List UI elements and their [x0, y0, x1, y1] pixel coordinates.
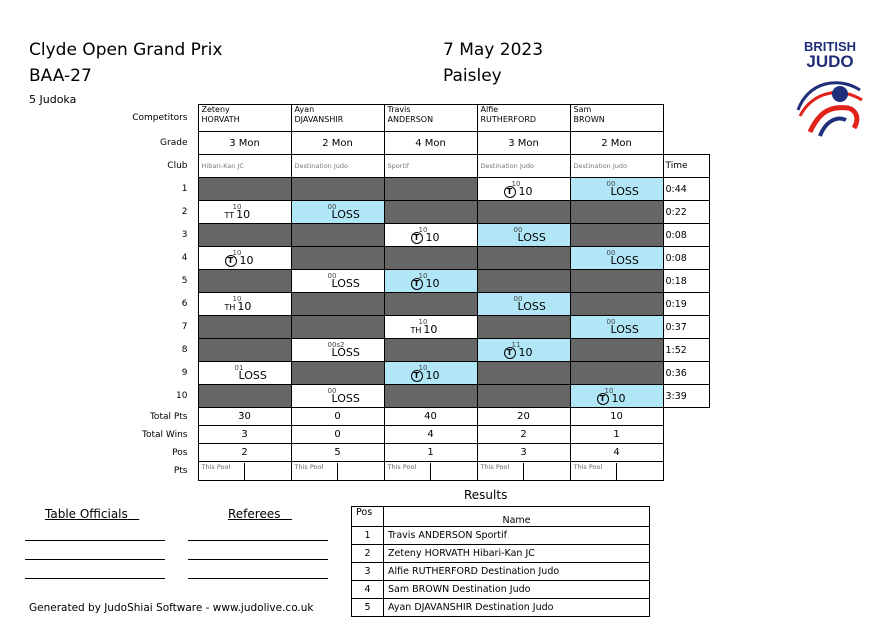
win-result: [225, 254, 254, 267]
total-pts-cell: 0: [291, 408, 384, 426]
score-text: 10: [232, 249, 242, 257]
score-text: 10: [418, 364, 428, 372]
loss-result: [332, 208, 360, 221]
win-result: [411, 369, 440, 382]
event-date: 7 May 2023: [443, 40, 544, 60]
loss-result: [518, 231, 546, 244]
match-cell: [291, 224, 384, 247]
total-wins-cell: 0: [291, 426, 384, 444]
competitor-name: [570, 105, 663, 132]
match-cell: [477, 293, 570, 316]
timer-circle-icon: T: [411, 232, 423, 244]
score-text: 00: [513, 295, 523, 303]
result-name: Sam BROWN Destination Judo: [384, 581, 650, 599]
match-cell: [198, 385, 291, 408]
total-pts-row: [110, 408, 709, 426]
signature-line: [188, 578, 328, 579]
total-wins-label: Total Wins: [142, 429, 188, 440]
result-text: 10: [518, 346, 533, 359]
result-text: 10: [425, 369, 440, 382]
match-cell: [384, 270, 477, 293]
results-table: [351, 506, 650, 617]
score-text: 00: [606, 249, 616, 257]
result-text: LOSS: [331, 208, 360, 221]
timer-circle-icon: T: [411, 278, 423, 290]
position-label: Pos: [172, 447, 188, 458]
match-cell: [477, 316, 570, 339]
match-number: 7: [181, 322, 188, 332]
match-number: 6: [181, 299, 188, 309]
technique-icon: TH: [224, 303, 236, 312]
match-time: 0:19: [663, 293, 709, 316]
score-text: 10: [418, 272, 428, 280]
win-result: [225, 300, 252, 313]
competitor-name: [291, 105, 384, 132]
match-row: [110, 316, 709, 339]
result-text: LOSS: [517, 300, 546, 313]
match-number: 2: [181, 207, 188, 217]
win-result: [411, 323, 438, 336]
grade-cell: 2 Mon: [570, 132, 663, 155]
club-cell: Destination Judo: [477, 155, 570, 178]
match-time: 0:18: [663, 270, 709, 293]
tournament-title: Clyde Open Grand Prix: [29, 40, 223, 60]
loss-result: [332, 277, 360, 290]
score-text: 01: [234, 364, 244, 372]
win-result: [411, 277, 440, 290]
result-text: 10: [423, 323, 438, 336]
timer-circle-icon: T: [504, 186, 516, 198]
result-name: Alfie RUTHERFORD Destination Judo: [384, 563, 650, 581]
signature-line: [188, 559, 328, 560]
win-result: [597, 392, 626, 405]
score-text: 11: [511, 341, 521, 349]
competitor-name: [198, 105, 291, 132]
club-row: [110, 155, 709, 178]
loss-result: [611, 323, 639, 336]
position-cell: 3: [477, 444, 570, 462]
match-time: 1:52: [663, 339, 709, 362]
match-cell: [570, 385, 663, 408]
results-row: [352, 545, 650, 563]
this-pool-label: This Pool: [387, 462, 417, 471]
this-pool-cell: [570, 462, 663, 481]
match-cell: [384, 385, 477, 408]
grade-cell: 2 Mon: [291, 132, 384, 155]
total-wins-row: [110, 426, 709, 444]
timer-circle-icon: T: [411, 370, 423, 382]
total-pts-cell: 20: [477, 408, 570, 426]
match-row: [110, 339, 709, 362]
match-cell: [384, 247, 477, 270]
match-cell: [477, 339, 570, 362]
this-pool-cell: [384, 462, 477, 481]
signature-line: [25, 578, 165, 579]
match-row: [110, 270, 709, 293]
match-cell: [291, 385, 384, 408]
score-text: 00: [606, 318, 616, 326]
results-row: [352, 527, 650, 545]
match-cell: [384, 201, 477, 224]
competitors-row: [110, 105, 709, 132]
result-name: Zeteny HORVATH Hibari-Kan JC: [384, 545, 650, 563]
score-text: 00: [327, 387, 337, 395]
pts-box: [337, 463, 384, 480]
grade-cell: 4 Mon: [384, 132, 477, 155]
result-text: 10: [611, 392, 626, 405]
match-cell: [384, 178, 477, 201]
total-pts-cell: 10: [570, 408, 663, 426]
judoka-count: 5 Judoka: [29, 93, 77, 106]
pts-box: [616, 463, 663, 480]
match-cell: [291, 316, 384, 339]
match-cell: [570, 247, 663, 270]
match-cell: [198, 178, 291, 201]
total-wins-cell: 4: [384, 426, 477, 444]
match-number: 5: [181, 276, 188, 286]
grade-label: Grade: [160, 138, 188, 148]
match-number: 4: [181, 253, 188, 263]
match-cell: [570, 293, 663, 316]
technique-icon: TT: [224, 211, 235, 220]
result-text: LOSS: [610, 254, 639, 267]
this-pool-label: This Pool: [573, 462, 603, 471]
grade-row: [110, 132, 709, 155]
total-wins-cell: 1: [570, 426, 663, 444]
match-cell: [570, 316, 663, 339]
first-name: Travis: [387, 105, 411, 114]
position-cell: 2: [198, 444, 291, 462]
score-text: 10: [232, 295, 242, 303]
logo-text-british: BRITISH: [804, 39, 856, 54]
match-cell: [291, 247, 384, 270]
score-text: 00: [327, 272, 337, 280]
score-text: 10: [604, 387, 614, 395]
total-pts-label: Total Pts: [149, 411, 188, 422]
result-text: LOSS: [238, 369, 267, 382]
category-name: BAA-27: [29, 66, 92, 86]
club-cell: Destination Judo: [570, 155, 663, 178]
results-row: [352, 581, 650, 599]
pts-box: [244, 463, 291, 480]
match-cell: [291, 362, 384, 385]
last-name: BROWN: [573, 115, 605, 124]
results-header-row: [352, 507, 650, 527]
this-pool-cell: [477, 462, 570, 481]
match-cell: [477, 385, 570, 408]
position-row: [110, 444, 709, 462]
match-cell: [198, 293, 291, 316]
pts-label: Pts: [173, 466, 188, 476]
match-cell: [384, 362, 477, 385]
match-cell: [198, 247, 291, 270]
result-text: 10: [236, 208, 251, 221]
first-name: Sam: [573, 105, 592, 114]
signature-line: [25, 540, 165, 541]
match-cell: [198, 316, 291, 339]
result-position: 5: [352, 599, 384, 617]
result-text: LOSS: [610, 185, 639, 198]
score-text: 10: [511, 180, 521, 188]
match-cell: [570, 270, 663, 293]
match-cell: [570, 224, 663, 247]
match-cell: [198, 339, 291, 362]
match-cell: [198, 224, 291, 247]
win-result: [411, 231, 440, 244]
timer-circle-icon: T: [504, 347, 516, 359]
club-cell: Hibari-Kan JC: [198, 155, 291, 178]
this-pool-label: This Pool: [480, 462, 510, 471]
match-number: 1: [181, 184, 188, 194]
timer-circle-icon: T: [225, 255, 237, 267]
grade-cell: 3 Mon: [477, 132, 570, 155]
generated-by-text: Generated by JudoShiai Software - www.judolive.co.uk: [29, 602, 314, 614]
referees-label: Referees: [228, 507, 281, 521]
logo-text-judo: JUDO: [806, 52, 854, 71]
match-cell: [291, 201, 384, 224]
loss-result: [611, 254, 639, 267]
total-wins-cell: 3: [198, 426, 291, 444]
result-position: 1: [352, 527, 384, 545]
result-text: LOSS: [331, 277, 360, 290]
match-time: 0:37: [663, 316, 709, 339]
technique-icon: TH: [410, 326, 422, 335]
match-cell: [384, 316, 477, 339]
total-pts-cell: 40: [384, 408, 477, 426]
result-text: 10: [425, 277, 440, 290]
table-officials-label: Table Officials: [45, 507, 128, 521]
result-position: 3: [352, 563, 384, 581]
results-title: Results: [464, 488, 508, 502]
position-cell: 1: [384, 444, 477, 462]
match-cell: [477, 362, 570, 385]
match-time: 0:22: [663, 201, 709, 224]
score-text: 00: [327, 203, 337, 211]
match-time: 0:36: [663, 362, 709, 385]
result-text: LOSS: [517, 231, 546, 244]
match-number: 3: [181, 230, 188, 240]
time-header: Time: [663, 155, 709, 178]
score-text: 00: [606, 180, 616, 188]
score-text: 00s2: [327, 341, 345, 349]
loss-result: [332, 392, 360, 405]
win-result: [225, 208, 251, 221]
competitor-name: [384, 105, 477, 132]
loss-result: [611, 185, 639, 198]
competitors-label: Competitors: [132, 113, 188, 123]
match-row: [110, 224, 709, 247]
match-row: [110, 293, 709, 316]
loss-result: [332, 346, 360, 359]
match-cell: [291, 270, 384, 293]
result-text: LOSS: [610, 323, 639, 336]
match-cell: [384, 293, 477, 316]
match-cell: [198, 362, 291, 385]
judo-figure-icon: [790, 70, 870, 140]
competitor-name: [477, 105, 570, 132]
match-number: 8: [181, 345, 188, 355]
match-cell: [477, 270, 570, 293]
match-time: 3:39: [663, 385, 709, 408]
this-pool-cell: [291, 462, 384, 481]
first-name: Zeteny: [201, 105, 230, 114]
total-pts-cell: 30: [198, 408, 291, 426]
timer-circle-icon: T: [597, 393, 609, 405]
this-pool-label: This Pool: [201, 462, 231, 471]
signature-line: [188, 540, 328, 541]
match-row: [110, 247, 709, 270]
match-cell: [291, 178, 384, 201]
match-time: 0:08: [663, 224, 709, 247]
results-row: [352, 599, 650, 617]
result-name: Travis ANDERSON Sportif: [384, 527, 650, 545]
match-time: 0:08: [663, 247, 709, 270]
loss-result: [518, 300, 546, 313]
result-text: 10: [518, 185, 533, 198]
last-name: ANDERSON: [387, 115, 434, 124]
match-cell: [291, 293, 384, 316]
match-time: 0:44: [663, 178, 709, 201]
club-label: Club: [167, 161, 188, 171]
results-row: [352, 563, 650, 581]
match-cell: [477, 247, 570, 270]
match-cell: [477, 201, 570, 224]
match-row: [110, 178, 709, 201]
club-cell: Destination Judo: [291, 155, 384, 178]
match-cell: [477, 224, 570, 247]
score-text: 10: [232, 203, 242, 211]
match-row: [110, 385, 709, 408]
result-text: 10: [237, 300, 252, 313]
results-pos-header: Pos: [352, 507, 384, 527]
result-position: 2: [352, 545, 384, 563]
this-pool-label: This Pool: [294, 462, 324, 471]
match-cell: [384, 339, 477, 362]
result-text: LOSS: [331, 392, 360, 405]
match-cell: [291, 339, 384, 362]
score-text: 10: [418, 318, 428, 326]
loss-result: [239, 369, 267, 382]
first-name: Ayan: [294, 105, 315, 114]
results-name-header: Name: [384, 507, 650, 527]
first-name: Alfie: [480, 105, 499, 114]
result-position: 4: [352, 581, 384, 599]
pts-row: [110, 462, 709, 481]
match-row: [110, 362, 709, 385]
result-text: 10: [239, 254, 254, 267]
position-cell: 4: [570, 444, 663, 462]
pts-box: [523, 463, 570, 480]
match-cell: [570, 339, 663, 362]
result-name: Ayan DJAVANSHIR Destination Judo: [384, 599, 650, 617]
last-name: HORVATH: [201, 115, 240, 124]
signature-line: [25, 559, 165, 560]
score-text: 00: [513, 226, 523, 234]
score-text: 10: [418, 226, 428, 234]
total-wins-cell: 2: [477, 426, 570, 444]
british-judo-logo: [790, 40, 870, 150]
match-cell: [198, 201, 291, 224]
match-row: [110, 201, 709, 224]
last-name: RUTHERFORD: [480, 115, 537, 124]
match-cell: [477, 178, 570, 201]
last-name: DJAVANSHIR: [294, 115, 344, 124]
event-venue: Paisley: [443, 66, 502, 86]
this-pool-cell: [198, 462, 291, 481]
match-cell: [198, 270, 291, 293]
result-text: 10: [425, 231, 440, 244]
grade-cell: 3 Mon: [198, 132, 291, 155]
pts-box: [430, 463, 477, 480]
match-cell: [384, 224, 477, 247]
club-cell: Sportif: [384, 155, 477, 178]
win-result: [504, 185, 533, 198]
match-cell: [570, 178, 663, 201]
match-number: 10: [176, 391, 188, 401]
result-text: LOSS: [331, 346, 360, 359]
match-number: 9: [181, 368, 188, 378]
pool-sheet-table: [110, 104, 710, 481]
match-cell: [570, 201, 663, 224]
position-cell: 5: [291, 444, 384, 462]
match-cell: [570, 362, 663, 385]
win-result: [504, 346, 533, 359]
